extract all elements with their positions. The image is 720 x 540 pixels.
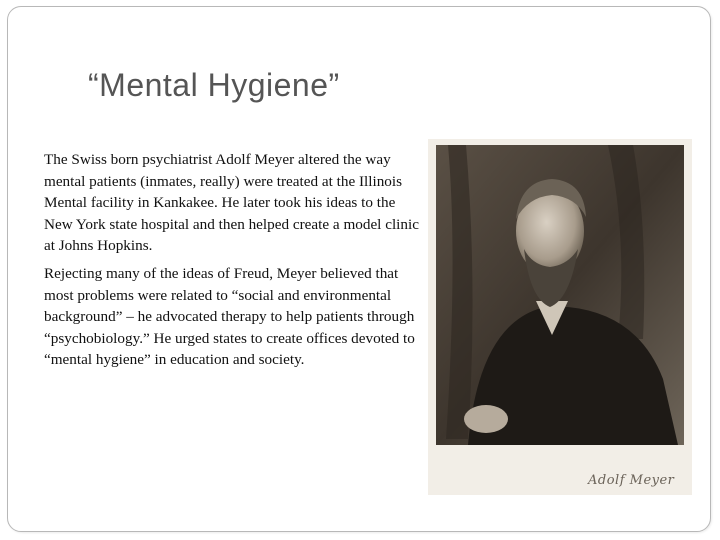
slide-frame xyxy=(7,6,711,532)
signature: Adolf Meyer xyxy=(588,473,675,488)
paragraph-meyer-ideas: Rejecting many of the ideas of Freud, Meyer believed that most problems were related to “social and environmental background” – he advocated therapy to help patients through “psychobiology.” He urged states to create offices devoted to “mental hygiene” in education and society. xyxy=(44,264,415,369)
portrait-photo xyxy=(428,139,692,495)
slide-body xyxy=(44,149,422,377)
portrait-illustration xyxy=(428,139,692,495)
slide-title: “Mental Hygiene” xyxy=(88,67,340,103)
paragraph-meyer-biography: The Swiss born psychiatrist Adolf Meyer altered the way mental patients (inmates, really) were treated at the Illinois Mental facility in Kankakee. He later took his ideas to the New York state hospital and then helped create a model clinic at Johns Hopkins. xyxy=(44,151,419,255)
